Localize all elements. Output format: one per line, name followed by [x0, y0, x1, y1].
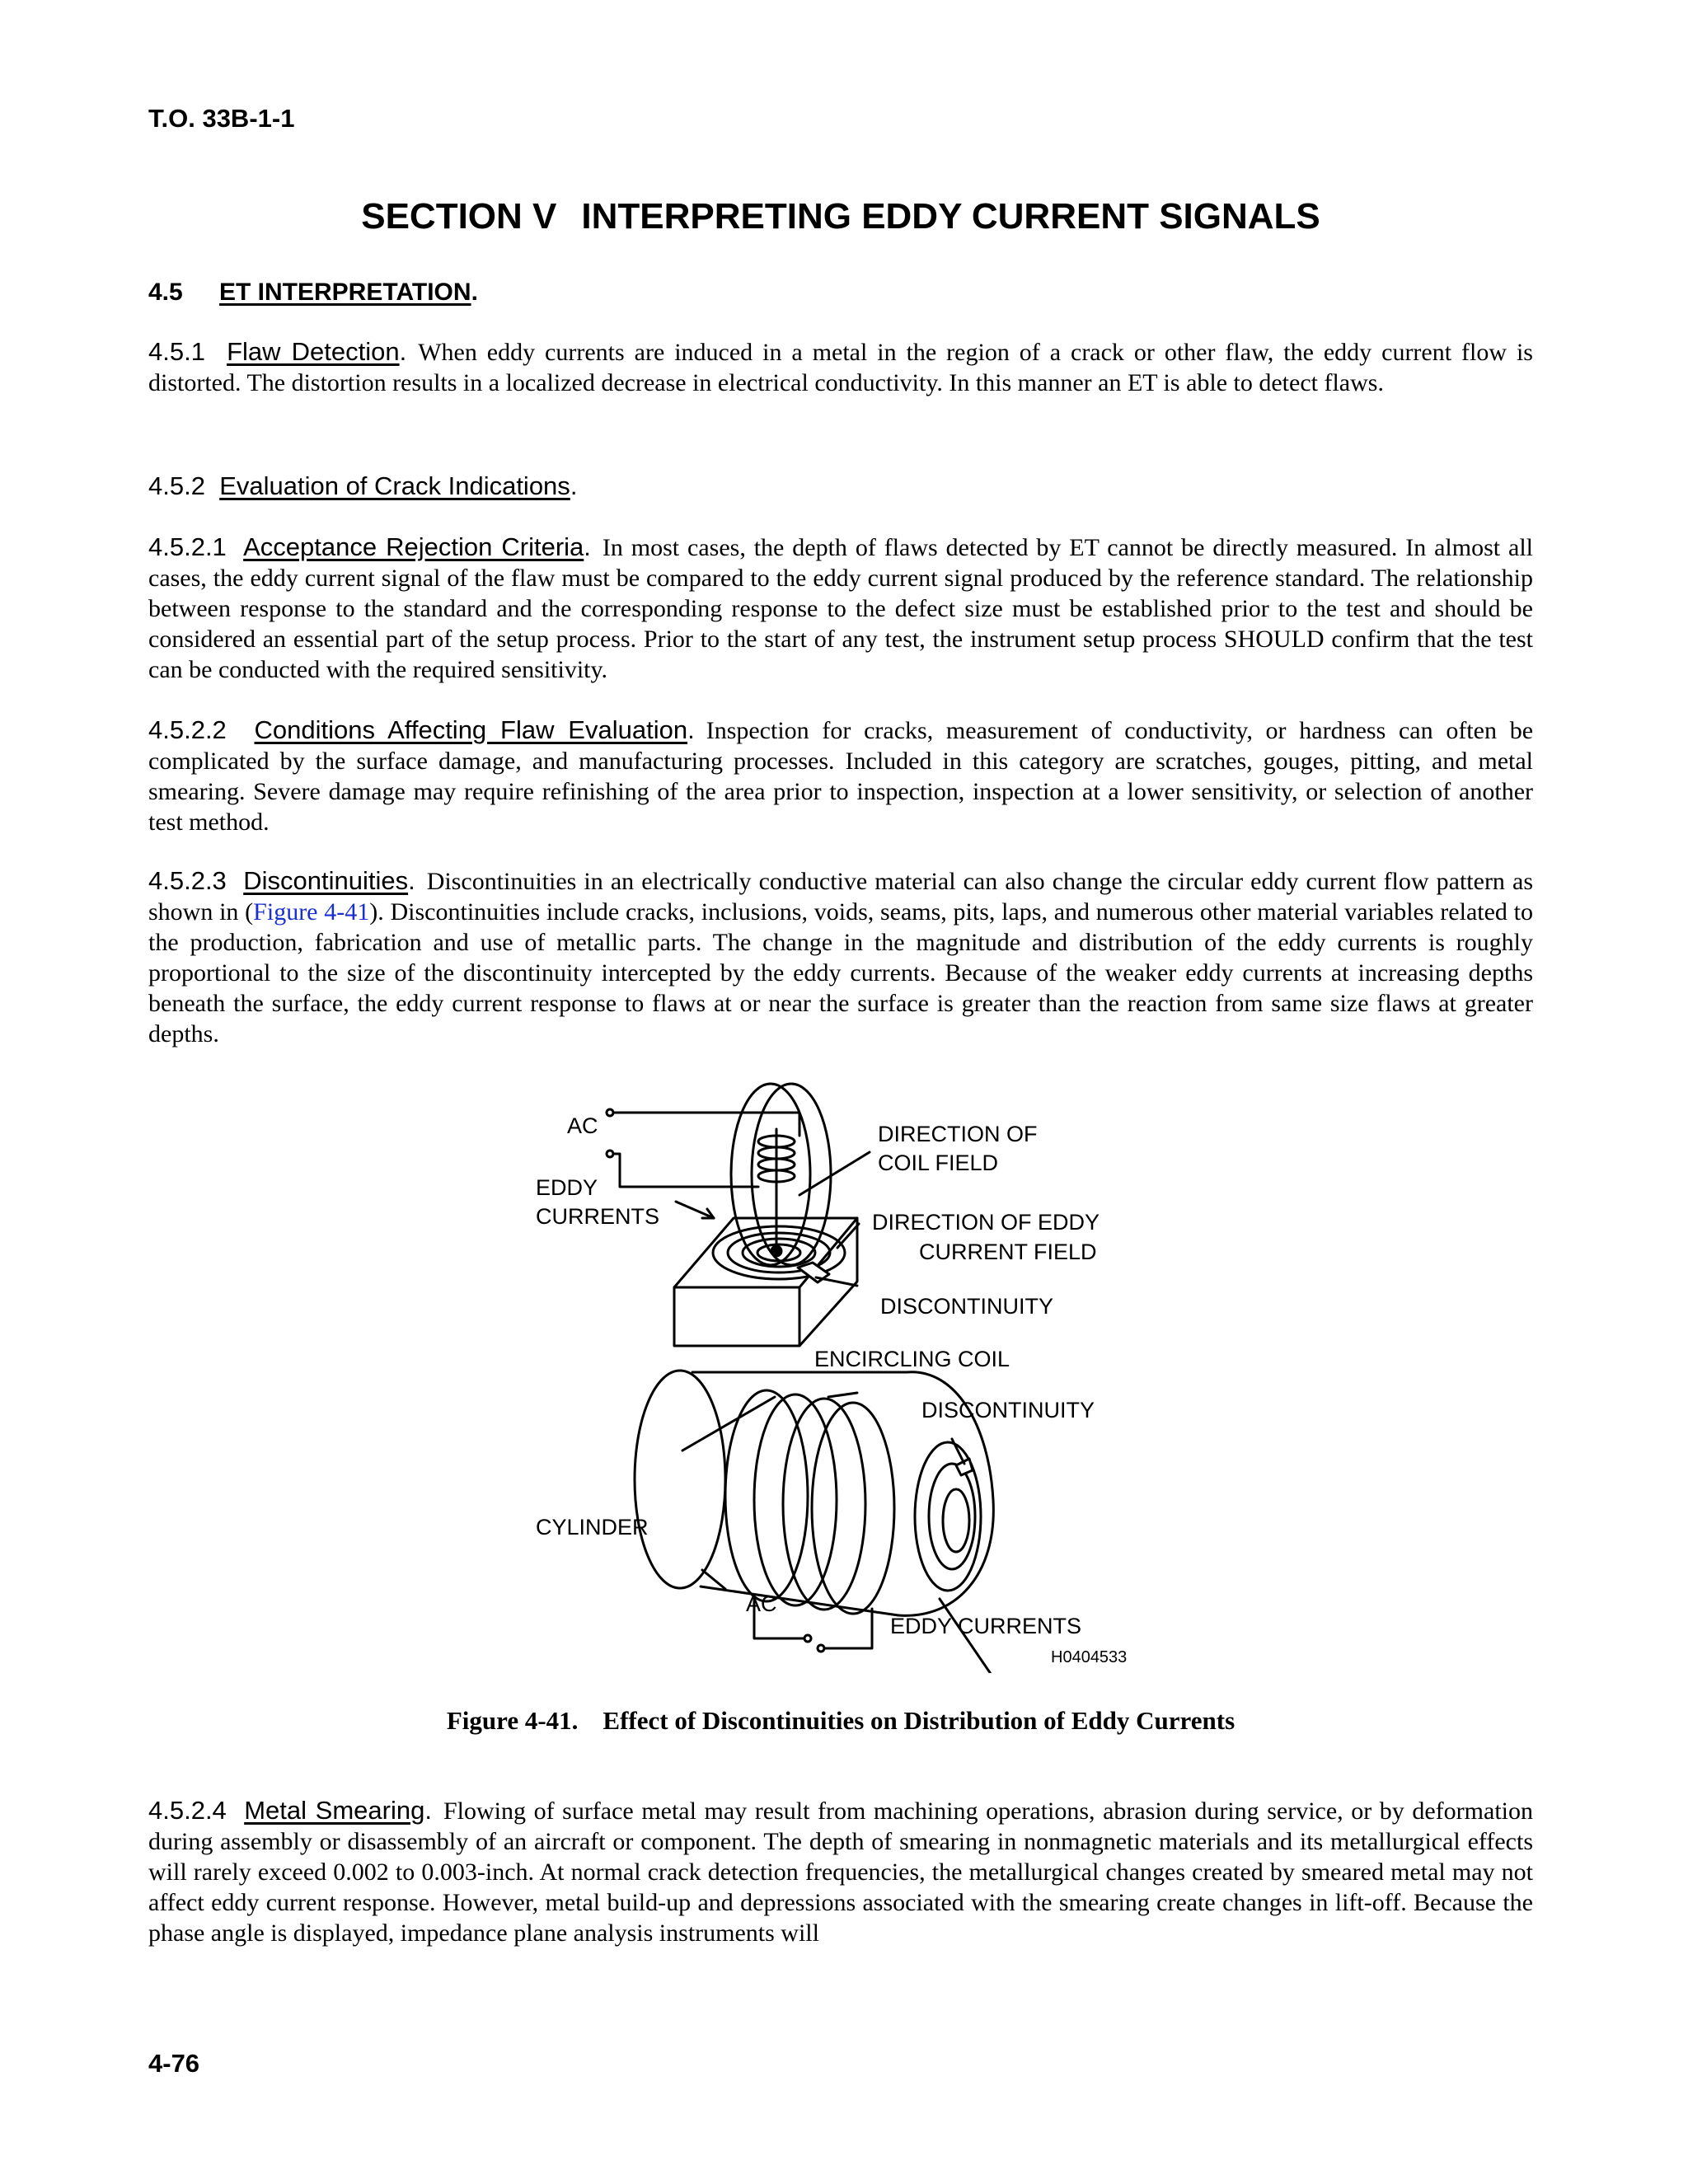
paragraph-4-5-2-1: 4.5.2.1 Acceptance Rejection Criteria. In most cases, the depth of flaws detected by ET cannot be directly measured. In almost all cases, the eddy current signal of the flaw must be compared to the eddy current signal produced by the reference standard. The relationship between response to the standard and the corresponding response to the defect size must be established prior to the test and should be considered an essential part of the setup process. Prior to the start of any test, the instrument setup process SHOULD confirm that the test can be conducted with the required sensitivity. — [148, 532, 1533, 683]
ac-terminal — [607, 1151, 613, 1157]
paragraph-body: In most cases, the depth of flaws detected by ET cannot be directly measured. In almost all cases, the eddy current signal of the flaw must be compared to the eddy current signal produced by the reference standard. The relationship between response to the standard and the corresponding response to the defect size must be established prior to the test and should be considered an essential part of the setup process. Prior to the start of any test, the instrument setup process SHOULD confirm that the test can be conducted with the required sensitivity. — [148, 534, 1533, 683]
label-direction-eddy-1: DIRECTION OF EDDY — [872, 1210, 1100, 1235]
figure-caption-title: Effect of Discontinuities on Distribution of Eddy Currents — [603, 1706, 1236, 1735]
paragraph-4-5-2-3: 4.5.2.3 Discontinuities. Discontinuities in an electrically conductive material can also change the circular eddy current flow pattern as shown in (Figure 4-41). Discontinuities include cracks, inclusions, voids, seams, pits, laps, and numerous other material variables related to the production, fabrication and use of metallic parts. The change in the magnitude and distribution of the eddy currents is roughly proportional to the size of the discontinuity intercepted by the eddy currents. Because of the weaker eddy currents at increasing depths beneath the surface, the eddy current response to flaws at or near the surface is greater than the reaction from same size flaws at greater depths. — [148, 866, 1533, 1047]
paragraph-body-start: Discontinuities in an electrically conductive material can also change the circular eddy current flow pattern as shown in ( — [148, 868, 1533, 926]
heading-4-5-2: 4.5.2 Evaluation of Crack Indications. — [148, 471, 578, 500]
paragraph-number: 4.5.2.3 — [148, 866, 227, 895]
end-eddy-ring — [943, 1489, 969, 1552]
ac-terminal — [607, 1109, 613, 1116]
label-cylinder: CYLINDER — [536, 1515, 649, 1540]
label-ac-bottom: AC — [746, 1591, 777, 1616]
ac-lead-wire — [823, 1609, 872, 1648]
figure-caption — [148, 1706, 1533, 1736]
heading-4-5: 4.5 ET INTERPRETATION. — [148, 279, 478, 306]
label-eddy-currents: EDDY CURRENTS — [890, 1614, 1082, 1638]
section-label: SECTION V — [361, 196, 557, 237]
ac-lead-wire — [610, 1154, 758, 1187]
paragraph-4-5-2-4: 4.5.2.4 Metal Smearing. Flowing of surface metal may result from machining operations, abrasion during service, or by deformation during assembly or disassembly of an aircraft or component. The depth of smearing in nonmagnetic materials and its metallurgical effects will rarely exceed 0.002 to 0.003-inch. At normal crack detection frequencies, the metallurgical changes created by smeared metal may not affect eddy current response. However, metal build-up and depressions associated with the smearing create changes in lift-off. Because the phase angle is displayed, impedance plane analysis instruments will — [148, 1796, 1533, 1947]
paragraph-body-end: ). Discontinuities include cracks, inclusions, voids, seams, pits, laps, and numerous other material variables related to the production, fabrication and use of metallic parts. The change in the magnitude and distribution of the eddy currents is roughly proportional to the size of the discontinuity intercepted by the eddy currents. Because of the weaker eddy currents at increasing depths beneath the surface, the eddy current response to flaws at or near the surface is greater than the reaction from same size flaws at greater depths. — [148, 898, 1533, 1047]
label-encircling-coil: ENCIRCLING COIL — [814, 1347, 1010, 1371]
paragraph-body: When eddy currents are induced in a metal in the region of a crack or other flaw, the eddy current flow is distorted. The distortion results in a localized decrease in electrical conductivity. In this manner an ET is able to detect flaws. — [148, 339, 1533, 396]
label-eddy: EDDY — [536, 1175, 598, 1200]
heading-title: Evaluation of Crack Indications — [219, 471, 570, 500]
paragraph-title: Conditions Affecting Flaw Evaluation — [254, 715, 688, 744]
leader-line — [816, 1277, 857, 1286]
paragraph-number: 4.5.2.1 — [148, 532, 227, 561]
paragraph-body: Inspection for cracks, measurement of conductivity, or hardness can often be complicated by the surface damage, and manufacturing processes. Included in this category are scratches, gouges, pitting, and metal smearing. Severe damage may require refinishing of the area prior to inspection, inspection at a lower sensitivity, or selection of another test method. — [148, 717, 1534, 836]
label-direction-eddy-2: CURRENT FIELD — [919, 1240, 1097, 1264]
eddy-current-figure — [528, 1071, 1170, 1673]
label-currents: CURRENTS — [536, 1204, 660, 1229]
label-ac-top: AC — [567, 1113, 598, 1138]
section-title — [148, 196, 1533, 237]
paragraph-number: 4.5.2.2 — [148, 715, 227, 744]
paragraph-number: 4.5.1 — [148, 337, 205, 366]
figure-link[interactable]: Figure 4-41 — [253, 898, 370, 926]
ac-terminal — [818, 1645, 824, 1652]
label-figure-id: H0404533 — [1051, 1648, 1128, 1666]
document-id: T.O. 33B-1-1 — [148, 104, 295, 133]
ac-terminal — [804, 1635, 811, 1642]
coil-field-center — [771, 1246, 781, 1256]
figure-caption-number: Figure 4-41. — [446, 1706, 579, 1735]
coil-field-loop-right — [752, 1084, 831, 1265]
paragraph-title: Flaw Detection — [227, 337, 400, 366]
label-discontinuity-top: DISCONTINUITY — [880, 1294, 1054, 1319]
label-direction-coil-2: COIL FIELD — [878, 1151, 999, 1175]
paragraph-4-5-2-2: 4.5.2.2 Conditions Affecting Flaw Evaluation. Inspection for cracks, measurement of conductivity, or hardness can often be complicated by the surface damage, and manufacturing processes. Included in this category are scratches, gouges, pitting, and metal smearing. Severe damage may require refinishing of the area prior to inspection, inspection at a lower sensitivity, or selection of another test method. — [148, 715, 1534, 836]
label-direction-coil-1: DIRECTION OF — [878, 1122, 1038, 1146]
paragraph-title: Acceptance Rejection Criteria — [243, 532, 584, 561]
leader-line — [828, 1393, 857, 1397]
paragraph-title: Discontinuities — [243, 866, 409, 895]
paragraph-title: Metal Smearing — [244, 1796, 425, 1825]
paragraph-number: 4.5.2.4 — [148, 1796, 227, 1825]
ac-lead-wire — [610, 1113, 799, 1136]
page-number: 4-76 — [148, 2049, 200, 2078]
heading-number: 4.5 — [148, 279, 183, 306]
paragraph-body: Flowing of surface metal may result from machining operations, abrasion during service, or by deformation during assembly or disassembly of an aircraft or component. The depth of smearing in nonmagnetic materials and its metallurgical effects will rarely exceed 0.002 to 0.003-inch. At normal crack detection frequencies, the metallurgical changes created by smeared metal may not affect eddy current response. However, metal build-up and depressions associated with the smearing create changes in lift-off. Because the phase angle is displayed, impedance plane analysis instruments will — [148, 1797, 1533, 1947]
heading-title: ET INTERPRETATION — [219, 279, 471, 306]
paragraph-4-5-1: 4.5.1 Flaw Detection. When eddy currents are induced in a metal in the region of a crack or other flaw, the eddy current flow is distorted. The distortion results in a localized decrease in electrical conductivity. In this manner an ET is able to detect flaws. — [148, 337, 1533, 396]
cylinder-near-end — [635, 1371, 725, 1588]
section-name: INTERPRETING EDDY CURRENT SIGNALS — [581, 196, 1320, 237]
label-discontinuity-bottom: DISCONTINUITY — [921, 1398, 1095, 1422]
